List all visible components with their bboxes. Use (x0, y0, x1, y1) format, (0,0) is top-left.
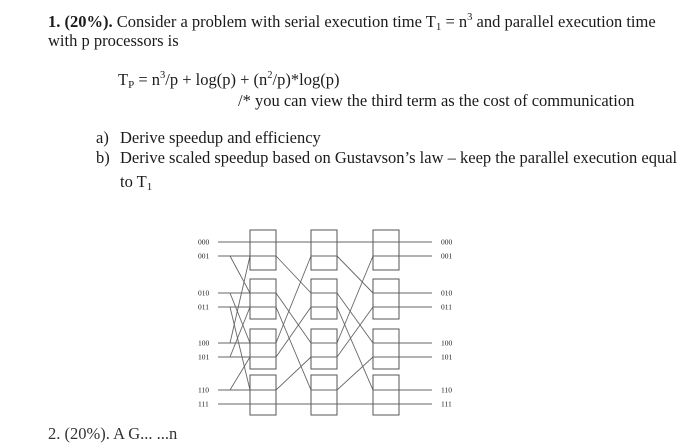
switch-box (250, 329, 276, 369)
switch-box (311, 279, 337, 319)
switch-box (373, 375, 399, 415)
input-label: 011 (198, 302, 209, 312)
input-label: 001 (198, 251, 210, 261)
switch-box (311, 230, 337, 270)
formula-part-3: /p)*log(p) (272, 70, 340, 89)
switch-box (250, 375, 276, 415)
output-label: 011 (441, 302, 452, 312)
formula-exp-2: 2 (267, 70, 273, 81)
shuffle-wire (276, 256, 311, 293)
formula-tp: T (118, 70, 129, 89)
part-b-cont-subscript: 1 (146, 181, 153, 193)
shuffle-wire (276, 256, 311, 343)
output-label: 010 (441, 288, 453, 298)
input-label: 000 (198, 237, 210, 247)
shuffle-wire (337, 256, 373, 293)
input-label: 010 (198, 288, 210, 298)
problem-1-line-2: with p processors is (48, 31, 179, 50)
switch-box (373, 329, 399, 369)
part-b-cont-text: to T (120, 172, 147, 191)
switch-box (373, 230, 399, 270)
output-label: 000 (441, 237, 453, 247)
shuffle-wire (230, 357, 250, 390)
shuffle-wire (230, 256, 250, 293)
n-exponent: 3 (467, 12, 473, 23)
shuffle-wire (276, 357, 311, 390)
problem-intro-a: Consider a problem with serial execution time T (116, 12, 436, 31)
switch-box (311, 375, 337, 415)
t1-subscript: 1 (435, 21, 442, 33)
formula-part-1: = n (134, 70, 161, 89)
output-label: 100 (441, 338, 453, 348)
output-label: 001 (441, 251, 453, 261)
input-label: 100 (198, 338, 210, 348)
formula-exp-1: 3 (160, 70, 166, 81)
input-label: 110 (198, 385, 209, 395)
switch-box (311, 329, 337, 369)
problem-intro-b: = n (441, 12, 468, 31)
problem-intro-c: and parallel execution time (472, 12, 656, 31)
switch-box (250, 279, 276, 319)
output-label: 110 (441, 385, 452, 395)
formula-part-2: /p + log(p) + (n (165, 70, 268, 89)
output-label: 111 (441, 399, 452, 409)
shuffle-wire (337, 307, 373, 390)
part-a-label: a) (96, 128, 109, 147)
part-b-label: b) (96, 148, 110, 167)
formula-tp-subscript: P (128, 79, 135, 91)
shuffle-wire (337, 256, 373, 343)
shuffle-wire (276, 307, 311, 390)
input-label: 111 (198, 399, 209, 409)
part-a-text: Derive speedup and efficiency (120, 128, 321, 147)
formula-comment: /* you can view the third term as the cost of communication (238, 91, 635, 110)
switch-box (373, 279, 399, 319)
input-label: 101 (198, 352, 210, 362)
shuffle-wire (337, 357, 373, 390)
next-problem-cutoff: 2. (20%). A G... ...n (48, 424, 178, 443)
switch-box (250, 230, 276, 270)
part-b-text: Derive scaled speedup based on Gustavson’s law – keep the parallel execution equal (120, 148, 678, 167)
output-label: 101 (441, 352, 453, 362)
problem-number: 1. (20%). (48, 12, 113, 31)
